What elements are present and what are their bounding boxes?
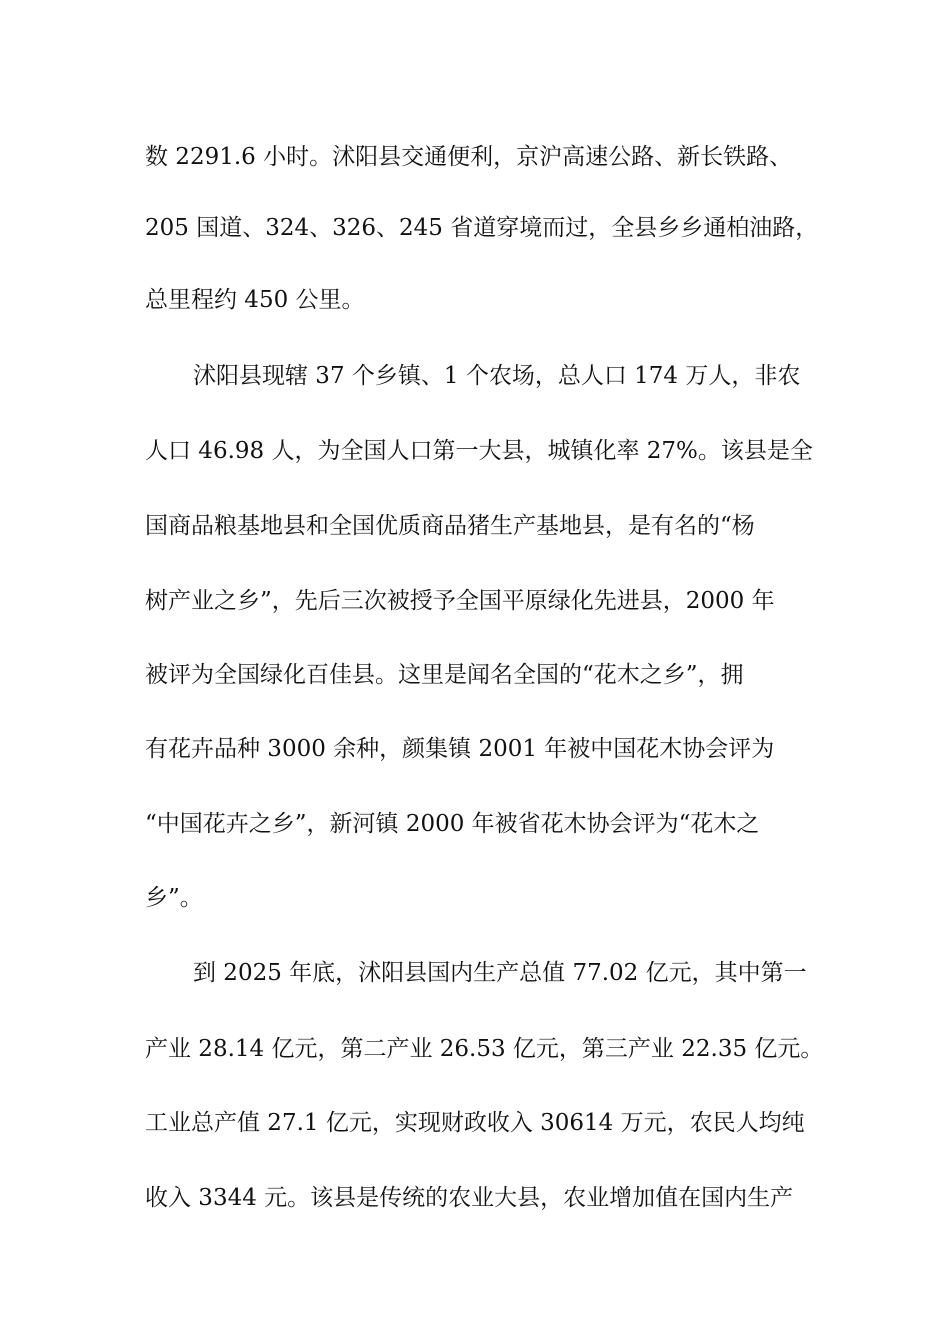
text-line: 产业 28.14 亿元，第二产业 26.53 亿元，第三产业 22.35 亿元。 [145, 1036, 824, 1062]
text-line: 人口 46.98 人，为全国人口第一大县，城镇化率 27%。该县是全 [145, 438, 813, 464]
paragraph-start-line: 沭阳县现辖 37 个乡镇、1 个农场，总人口 174 万人，非农 [193, 363, 801, 389]
text-line: “中国花卉之乡”，新河镇 2000 年被省花木协会评为“花木之 [145, 811, 760, 837]
text-line: 工业总产值 27.1 亿元，实现财政收入 30614 万元，农民人均纯 [145, 1110, 805, 1136]
text-line: 树产业之乡”，先后三次被授予全国平原绿化先进县，2000 年 [145, 588, 775, 614]
text-line: 乡”。 [145, 885, 203, 911]
text-line: 总里程约 450 公里。 [145, 287, 365, 313]
text-line: 有花卉品种 3000 余种，颜集镇 2001 年被中国花木协会评为 [145, 736, 775, 762]
text-line: 数 2291.6 小时。沭阳县交通便利，京沪高速公路、新长铁路、 [145, 144, 793, 170]
text-line: 被评为全国绿化百佳县。这里是闻名全国的“花木之乡”，拥 [145, 662, 744, 688]
text-line: 收入 3344 元。该县是传统的农业大县，农业增加值在国内生产 [145, 1185, 794, 1211]
text-line: 205 国道、324、326、245 省道穿境而过，全县乡乡通柏油路， [145, 215, 819, 241]
paragraph-start-line: 到 2025 年底，沭阳县国内生产总值 77.02 亿元，其中第一 [193, 960, 807, 986]
text-line: 国商品粮基地县和全国优质商品猪生产基地县，是有名的“杨 [145, 513, 755, 539]
